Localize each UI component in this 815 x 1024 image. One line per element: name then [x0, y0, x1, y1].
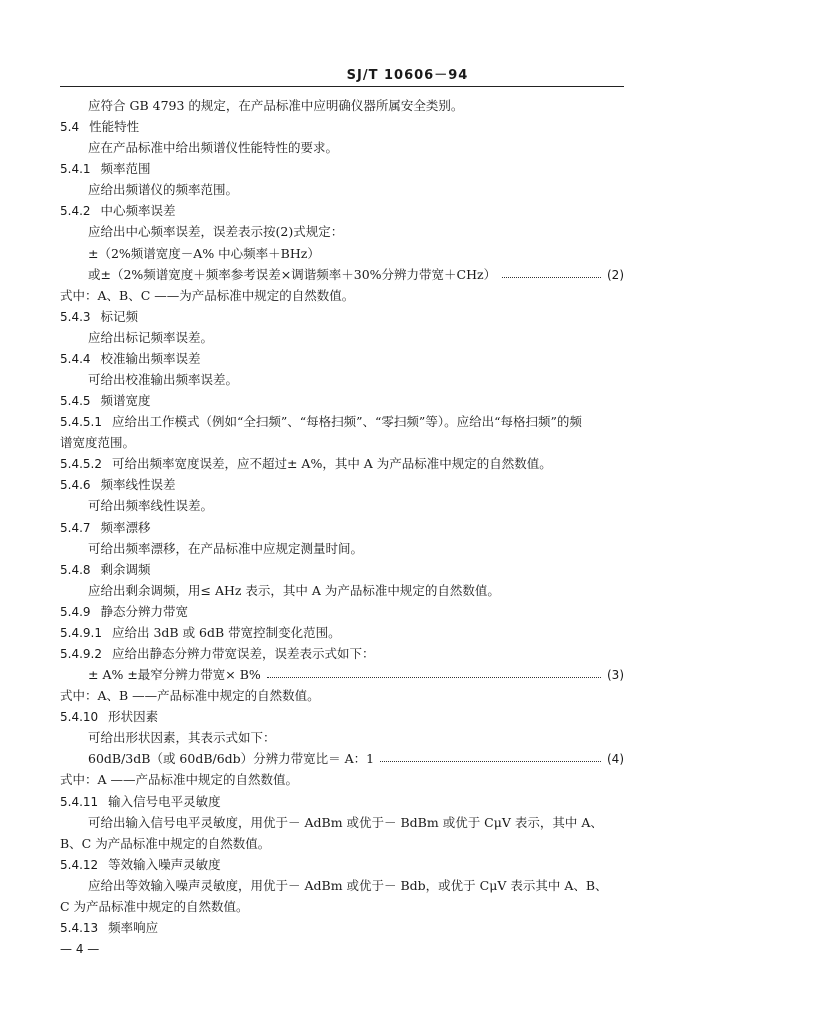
section-heading	[60, 475, 624, 495]
section-heading	[60, 391, 624, 411]
section-number: 5.4	[60, 120, 80, 134]
section-title: 应给出工作模式（例如“全扫频”、“每格扫频”、“零扫频”等）。应给出“每格扫频”的频	[111, 414, 582, 429]
text-line	[60, 138, 624, 158]
section-number: 5.4.13	[60, 921, 99, 935]
equation-number: (2)	[607, 268, 624, 282]
text-line	[60, 539, 624, 559]
section-heading	[60, 644, 624, 664]
section-number: 5.4.9.1	[60, 626, 102, 640]
equation-line	[60, 265, 624, 285]
dot-leader	[267, 677, 601, 678]
section-heading	[60, 518, 624, 538]
section-heading	[60, 454, 624, 474]
line-text: 可给出校准输出频率误差。	[88, 372, 239, 387]
section-number: 5.4.8	[60, 563, 91, 577]
equation-line	[60, 665, 624, 685]
section-heading	[60, 117, 624, 137]
section-number: 5.4.9	[60, 605, 91, 619]
section-heading	[60, 623, 624, 643]
section-heading	[60, 560, 624, 580]
text-line	[60, 496, 624, 516]
text-line	[60, 370, 624, 390]
section-heading	[60, 307, 624, 327]
section-number: 5.4.11	[60, 795, 99, 809]
text-line	[60, 876, 624, 896]
text-line	[60, 286, 624, 306]
section-title: 频率漂移	[100, 520, 151, 535]
line-text: 或±（2%频谱宽度＋频率参考误差×调谐频率＋30%分辨力带宽＋CHz）	[88, 267, 497, 282]
section-number: 5.4.5.1	[60, 415, 102, 429]
text-line	[60, 728, 624, 748]
section-title: 应给出 3dB 或 6dB 带宽控制变化范围。	[111, 625, 341, 640]
page-number: — 4 —	[60, 942, 100, 956]
section-number: 5.4.1	[60, 162, 91, 176]
dot-leader	[502, 277, 601, 278]
line-text: 应给出剩余调频，用≤ AHz 表示，其中 A 为产品标准中规定的自然数值。	[88, 583, 500, 598]
text-line	[60, 433, 624, 453]
section-number: 5.4.6	[60, 478, 91, 492]
line-text: 应给出标记频率误差。	[88, 330, 214, 345]
line-text: C 为产品标准中规定的自然数值。	[60, 899, 249, 914]
section-title: 标记频	[100, 309, 139, 324]
line-text: 式中：A、B ——产品标准中规定的自然数值。	[60, 688, 320, 703]
line-text: 应给出频谱仪的频率范围。	[88, 182, 239, 197]
section-title: 频谱宽度	[100, 393, 151, 408]
section-number: 5.4.9.2	[60, 647, 102, 661]
section-title: 静态分辨力带宽	[100, 604, 189, 619]
section-title: 可给出频率宽度误差，应不超过± A%，其中 A 为产品标准中规定的自然数值。	[111, 456, 552, 471]
section-number: 5.4.12	[60, 858, 99, 872]
line-text: 式中：A ——产品标准中规定的自然数值。	[60, 772, 299, 787]
section-title: 输入信号电平灵敏度	[108, 794, 221, 809]
line-text: 谱宽度范围。	[60, 435, 136, 450]
line-text: 可给出形状因素，其表示式如下：	[88, 730, 276, 745]
section-number: 5.4.3	[60, 310, 91, 324]
section-number: 5.4.4	[60, 352, 91, 366]
line-text: 应给出等效输入噪声灵敏度，用优于－ AdBm 或优于－ Bdb，或优于 CμV 表示其中 A、B、	[88, 878, 608, 893]
section-heading	[60, 201, 624, 221]
text-line	[60, 581, 624, 601]
section-title: 应给出静态分辨力带宽误差，误差表示式如下：	[111, 646, 375, 661]
section-title: 形状因素	[108, 709, 159, 724]
section-number: 5.4.5.2	[60, 457, 102, 471]
section-heading	[60, 707, 624, 727]
line-text: 式中：A、B、C ——为产品标准中规定的自然数值。	[60, 288, 355, 303]
section-number: 5.4.10	[60, 710, 99, 724]
text-line	[60, 813, 624, 833]
line-text: 可给出输入信号电平灵敏度，用优于－ AdBm 或优于－ BdBm 或优于 CμV 表示，其中 A、	[88, 815, 603, 830]
line-text: ±（2%频谱宽度－A% 中心频率＋BHz）	[88, 246, 320, 261]
line-text: 应给出中心频率误差，误差表示按(2)式规定：	[88, 224, 344, 239]
line-text: 应符合 GB 4793 的规定，在产品标准中应明确仪器所属安全类别。	[88, 98, 464, 113]
text-line	[60, 770, 624, 790]
section-title: 剩余调频	[100, 562, 151, 577]
section-heading	[60, 792, 624, 812]
section-heading	[60, 918, 624, 938]
line-text: 可给出频率漂移，在产品标准中应规定测量时间。	[88, 541, 364, 556]
text-line	[60, 222, 624, 242]
section-number: 5.4.7	[60, 521, 91, 535]
section-number: 5.4.2	[60, 204, 91, 218]
line-text: ± A% ±最窄分辨力带宽× B%	[88, 667, 261, 682]
section-title: 频率范围	[100, 161, 151, 176]
text-line	[60, 96, 624, 116]
section-heading	[60, 412, 624, 432]
text-line	[60, 328, 624, 348]
text-line	[60, 244, 624, 264]
document-code: SJ/T 10606－94	[346, 68, 469, 83]
text-line	[60, 180, 624, 200]
text-line	[60, 897, 624, 917]
section-heading	[60, 855, 624, 875]
section-title: 性能特性	[89, 119, 140, 134]
line-text: 60dB/3dB（或 60dB/6db）分辨力带宽比＝ A：1	[88, 751, 375, 766]
section-title: 中心频率误差	[100, 203, 176, 218]
section-heading	[60, 349, 624, 369]
section-title: 频率线性误差	[100, 477, 176, 492]
section-heading	[60, 602, 624, 622]
section-title: 频率响应	[108, 920, 159, 935]
line-text: 可给出频率线性误差。	[88, 498, 214, 513]
dot-leader	[380, 761, 601, 762]
equation-number: (4)	[607, 752, 624, 766]
equation-line	[60, 749, 624, 769]
text-line	[60, 686, 624, 706]
section-title: 校准输出频率误差	[100, 351, 201, 366]
section-title: 等效输入噪声灵敏度	[108, 857, 221, 872]
line-text: 应在产品标准中给出频谱仪性能特性的要求。	[88, 140, 339, 155]
section-number: 5.4.5	[60, 394, 91, 408]
equation-number: (3)	[607, 668, 624, 682]
text-line	[60, 834, 624, 854]
section-heading	[60, 159, 624, 179]
header-divider	[60, 86, 624, 87]
line-text: B、C 为产品标准中规定的自然数值。	[60, 836, 271, 851]
